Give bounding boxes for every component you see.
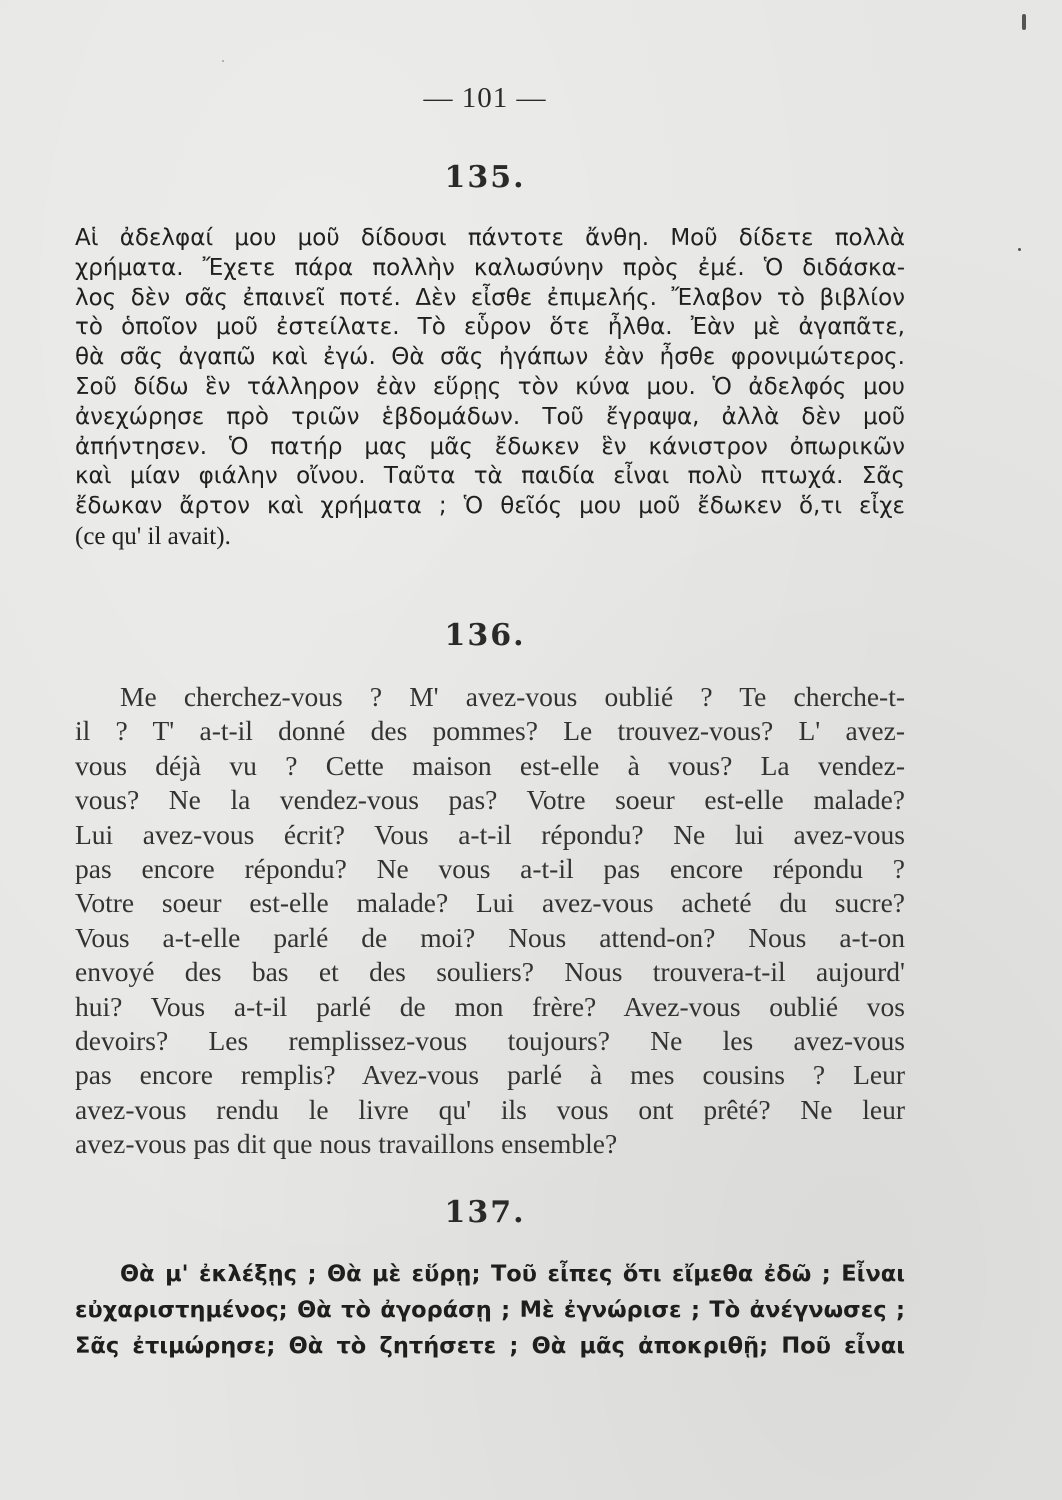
text-line: εὐχαριστημένος; Θὰ τὸ ἀγοράσῃ ; Μὲ ἐγνώρισε ; Τὸ ἀνέγνωσες ; <box>75 1297 905 1323</box>
text-line: Votre soeur est-elle malade? Lui avez-vous acheté du sucre? <box>75 887 905 919</box>
text-line: Σοῦ δίδω ἓν τάλληρον ἐὰν εὕρῃς τὸν κύνα μου. Ὁ ἀδελφός μου <box>75 373 905 400</box>
text-line: ἀπήντησεν. Ὁ πατήρ μας μᾶς ἔδωκεν ἓν κάνιστρον ὀπωρικῶν <box>75 433 905 460</box>
exercise-136-text <box>75 680 905 1162</box>
ink-speck <box>222 60 224 62</box>
text-line: devoirs? Les remplissez-vous toujours? Ne les avez-vous <box>75 1025 905 1057</box>
text-line: Θὰ μ' ἐκλέξῃς ; Θὰ μὲ εὕρῃ; Τοῦ εἶπες ὅτι εἴμεθα ἐδῶ ; Εἶναι <box>120 1261 905 1287</box>
text-line: pas encore répondu? Ne vous a-t-il pas encore répondu ? <box>75 853 905 885</box>
exercise-number-137: 137. <box>444 1195 526 1230</box>
exercise-number-135: 135. <box>444 160 526 195</box>
text-line: λος δὲν σᾶς ἐπαινεῖ ποτέ. Δὲν εἶσθε ἐπιμελής. Ἔλαβον τὸ βιβλίον <box>75 284 905 311</box>
text-line: Lui avez-vous écrit? Vous a-t-il répondu? Ne lui avez-vous <box>75 818 905 850</box>
text-line: ἀνεχώρησε πρὸ τριῶν ἑβδομάδων. Τοῦ ἔγραψα, ἀλλὰ δὲν μοῦ <box>75 403 905 430</box>
text-line: pas encore remplis? Avez-vous parlé à mes cousins ? Leur <box>75 1059 905 1091</box>
text-line: avez-vous rendu le livre qu' ils vous ont prêté? Ne leur <box>75 1093 905 1125</box>
ink-speck <box>1018 248 1021 251</box>
exercise-137-text <box>75 1256 905 1364</box>
text-line: hui? Vous a-t-il parlé de mon frère? Avez-vous oublié vos <box>75 990 905 1022</box>
text-line: (ce qu' il avait). <box>75 522 231 550</box>
text-line: avez-vous pas dit que nous travaillons ensemble? <box>75 1128 618 1160</box>
exercise-number-136: 136. <box>444 618 526 653</box>
text-line: Vous a-t-elle parlé de moi? Nous attend-on? Nous a-t-on <box>75 921 905 953</box>
text-line: vous? Ne la vendez-vous pas? Votre soeur est-elle malade? <box>75 784 905 816</box>
text-line: χρήματα. Ἔχετε πάρα πολλὴν καλωσύνην πρὸς ἐμέ. Ὁ διδάσκα- <box>75 254 905 281</box>
text-line: vous déjà vu ? Cette maison est-elle à vous? La vendez- <box>75 749 905 781</box>
text-line: θὰ σᾶς ἀγαπῶ καὶ ἐγώ. Θὰ σᾶς ἠγάπων ἐὰν ἦσθε φρονιμώτερος. <box>75 344 905 371</box>
text-line: envoyé des bas et des souliers? Nous trouvera-t-il aujourd' <box>75 956 905 988</box>
text-line: Αἱ ἀδελφαί μου μοῦ δίδουσι πάντοτε ἄνθη. Μοῦ δίδετε πολλὰ <box>75 225 905 251</box>
text-line: il ? T' a-t-il donné des pommes? Le trouvez-vous? L' avez- <box>75 715 905 747</box>
text-line: τὸ ὁποῖον μοῦ ἐστείλατε. Τὸ εὗρον ὅτε ἦλθα. Ἐὰν μὲ ἀγαπᾶτε, <box>75 314 905 341</box>
ink-speck <box>1022 14 1026 30</box>
exercise-135-text <box>75 224 905 552</box>
text-line: Me cherchez-vous ? M' avez-vous oublié ? Te cherche-t- <box>120 681 905 712</box>
text-line: Σᾶς ἐτιμώρησε; Θὰ τὸ ζητήσετε ; Θὰ μᾶς ἀποκριθῇ; Ποῦ εἶναι <box>75 1333 905 1359</box>
text-line: ἔδωκαν ἄρτον καὶ χρήματα ; Ὁ θεῖός μου μοῦ ἔδωκεν ὅ,τι εἶχε <box>75 493 905 520</box>
text-line: καὶ μίαν φιάλην οἴνου. Ταῦτα τὰ παιδία εἶναι πολὺ πτωχά. Σᾶς <box>75 463 905 490</box>
page-number: — 101 — <box>423 82 547 114</box>
